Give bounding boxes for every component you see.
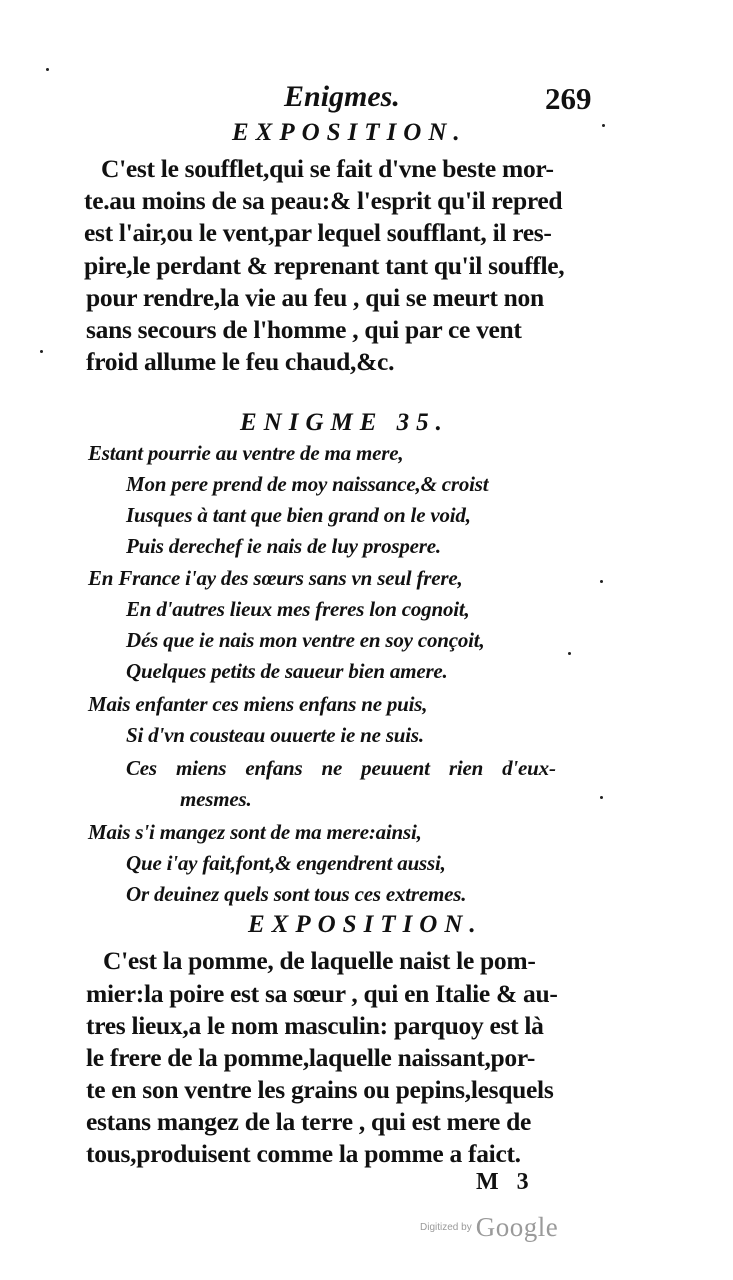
signature-mark: M 3 (476, 1169, 535, 1195)
verse-line: Dés que ie nais mon ventre en soy conçoit, (126, 628, 485, 652)
verse-line: Puis derechef ie nais de luy prospere. (126, 534, 441, 558)
exposition-line: C'est la pomme, de laquelle naist le pom- (103, 946, 536, 975)
verse-line: En d'autres lieux mes freres lon cognoit, (126, 597, 470, 621)
exposition-line: te en son ventre les grains ou pepins,lesquels (86, 1075, 554, 1104)
exposition-line: sans secours de l'homme , qui par ce vent (86, 315, 522, 344)
scan-speck (40, 350, 43, 353)
exposition-line: pire,le perdant & reprenant tant qu'il souffle, (84, 251, 565, 280)
exposition-line: estans mangez de la terre , qui est mere de (86, 1107, 532, 1136)
watermark-brand: Google (475, 1212, 559, 1242)
scan-speck (600, 796, 603, 799)
running-title: Enigmes. (284, 80, 400, 113)
enigme-heading: ENIGME 35. (240, 409, 449, 436)
verse-line: Mais s'i mangez sont de ma mere:ainsi, (88, 820, 422, 844)
verse-line: Iusques à tant que bien grand on le void, (126, 503, 471, 527)
verse-line: Que i'ay fait,font,& engendrent aussi, (126, 851, 446, 875)
scan-speck (602, 124, 605, 127)
page-number: 269 (545, 81, 592, 116)
exposition-line: mier:la poire est sa sœur , qui en Italie & au- (86, 979, 558, 1008)
digitized-watermark (420, 1212, 558, 1243)
verse-line: Mon pere prend de moy naissance,& croist (126, 472, 489, 496)
exposition-line: le frere de la pomme,laquelle naissant,por- (86, 1043, 536, 1072)
exposition-heading: EXPOSITION. (248, 911, 483, 938)
exposition-line: est l'air,ou le vent,par lequel soufflant, il res- (84, 218, 552, 247)
exposition-heading: EXPOSITION. (232, 119, 467, 146)
verse-line: Quelques petits de saueur bien amere. (126, 659, 448, 683)
scan-speck (568, 652, 571, 655)
exposition-line: pour rendre,la vie au feu , qui se meurt non (86, 283, 544, 312)
exposition-line: tres lieux,a le nom masculin: parquoy est là (86, 1011, 544, 1040)
verse-line: mesmes. (180, 787, 252, 811)
exposition-line: tous,produisent comme la pomme a faict. (86, 1139, 521, 1168)
verse-line: Estant pourrie au ventre de ma mere, (88, 441, 404, 465)
scan-speck (46, 68, 49, 71)
verse-line: Si d'vn cousteau ouuerte ie ne suis. (126, 723, 424, 747)
scan-speck (600, 580, 603, 583)
verse-line: Or deuinez quels sont tous ces extremes. (126, 882, 467, 906)
watermark-prefix: Digitized by (420, 1222, 472, 1233)
exposition-line: froid allume le feu chaud,&c. (86, 347, 395, 376)
exposition-line: C'est le soufflet,qui se fait d'vne beste mor- (101, 154, 554, 183)
verse-line: En France i'ay des sœurs sans vn seul frere, (88, 566, 463, 590)
verse-line: Ces miens enfans ne peuuent rien d'eux- (126, 756, 556, 780)
verse-line: Mais enfanter ces miens enfans ne puis, (88, 692, 428, 716)
exposition-line: te.au moins de sa peau:& l'esprit qu'il repred (84, 186, 563, 215)
